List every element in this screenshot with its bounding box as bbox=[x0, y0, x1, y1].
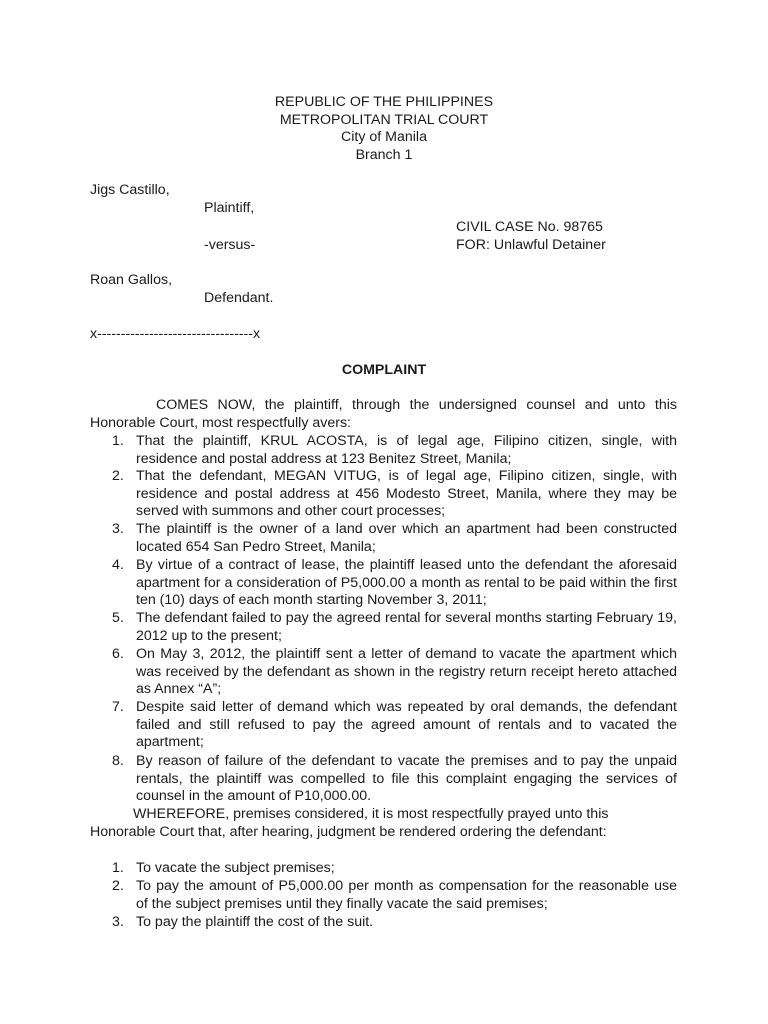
allegation-text: The plaintiff is the owner of a land over which an apartment had been constructed located 654 San Pedro Street, Manila; bbox=[136, 521, 677, 555]
prayer-text: To vacate the subject premises; bbox=[136, 860, 335, 876]
intro-paragraph: COMES NOW, the plaintiff, through the undersigned counsel and unto this Honorable Court, most respectfully avers: bbox=[90, 397, 677, 431]
caption-separator: x---------------------------------x bbox=[90, 326, 261, 342]
allegation-number: 2. bbox=[112, 468, 124, 484]
prayer-number: 1. bbox=[112, 860, 124, 876]
prayer-text: To pay the plaintiff the cost of the suit. bbox=[136, 914, 374, 930]
allegation-number: 5. bbox=[112, 610, 124, 626]
allegation-number: 3. bbox=[112, 521, 124, 537]
allegation-number: 1. bbox=[112, 433, 124, 449]
allegation-number: 4. bbox=[112, 557, 124, 573]
defendant-role: Defendant. bbox=[204, 290, 274, 306]
header-city: City of Manila bbox=[341, 129, 427, 145]
allegation-text: By virtue of a contract of lease, the plaintiff leased unto the defendant the aforesaid apartment for a consideration of P5,000.00 a month as rental to be paid within the first ten (10) days of each month starting November 3, 2011; bbox=[136, 557, 677, 608]
allegation-text: That the plaintiff, KRUL ACOSTA, is of legal age, Filipino citizen, single, with residence and postal address at 123 Benitez Street, Manila; bbox=[136, 433, 677, 467]
versus-label: -versus- bbox=[204, 237, 256, 253]
allegation-text: On May 3, 2012, the plaintiff sent a letter of demand to vacate the apartment which was received by the defendant as shown in the registry return receipt hereto attached as Annex “A”; bbox=[136, 646, 677, 697]
allegation-number: 6. bbox=[112, 646, 124, 662]
document-title: COMPLAINT bbox=[341, 362, 427, 378]
allegation-text: That the defendant, MEGAN VITUG, is of legal age, Filipino citizen, single, with residence and postal address at 456 Modesto Street, Manila, where they may be served with summons and other court processes; bbox=[136, 468, 677, 519]
prayer-number: 2. bbox=[112, 878, 124, 894]
case-number: CIVIL CASE No. 98765 bbox=[456, 219, 603, 235]
defendant-name: Roan Gallos, bbox=[90, 272, 173, 288]
prayer-text: To pay the amount of P5,000.00 per month as compensation for the reasonable use of the subject premises until they finally vacate the said premises; bbox=[136, 878, 677, 912]
header-court: METROPOLITAN TRIAL COURT bbox=[279, 112, 489, 128]
prayer-paragraph: WHEREFORE, premises considered, it is most respectfully prayed unto this Honorable Court that, after hearing, judgment be rendered ordering the defendant: bbox=[90, 806, 609, 840]
plaintiff-role: Plaintiff, bbox=[204, 200, 255, 216]
header-branch: Branch 1 bbox=[355, 147, 413, 163]
allegation-number: 8. bbox=[112, 753, 124, 769]
allegation-text: The defendant failed to pay the agreed rental for several months starting February 19, 2012 up to the present; bbox=[136, 610, 677, 644]
plaintiff-name: Jigs Castillo, bbox=[90, 182, 170, 198]
allegation-number: 7. bbox=[112, 699, 124, 715]
prayer-number: 3. bbox=[112, 914, 124, 930]
case-for: FOR: Unlawful Detainer bbox=[456, 237, 606, 253]
allegation-text: Despite said letter of demand which was repeated by oral demands, the defendant failed and still refused to pay the agreed amount of rentals and to vacated the apartment; bbox=[136, 699, 677, 750]
allegation-text: By reason of failure of the defendant to vacate the premises and to pay the unpaid rentals, the plaintiff was compelled to file this complaint engaging the services of counsel in the amount of P10,000.00. bbox=[136, 753, 677, 804]
header-republic: REPUBLIC OF THE PHILIPPINES bbox=[274, 94, 494, 110]
